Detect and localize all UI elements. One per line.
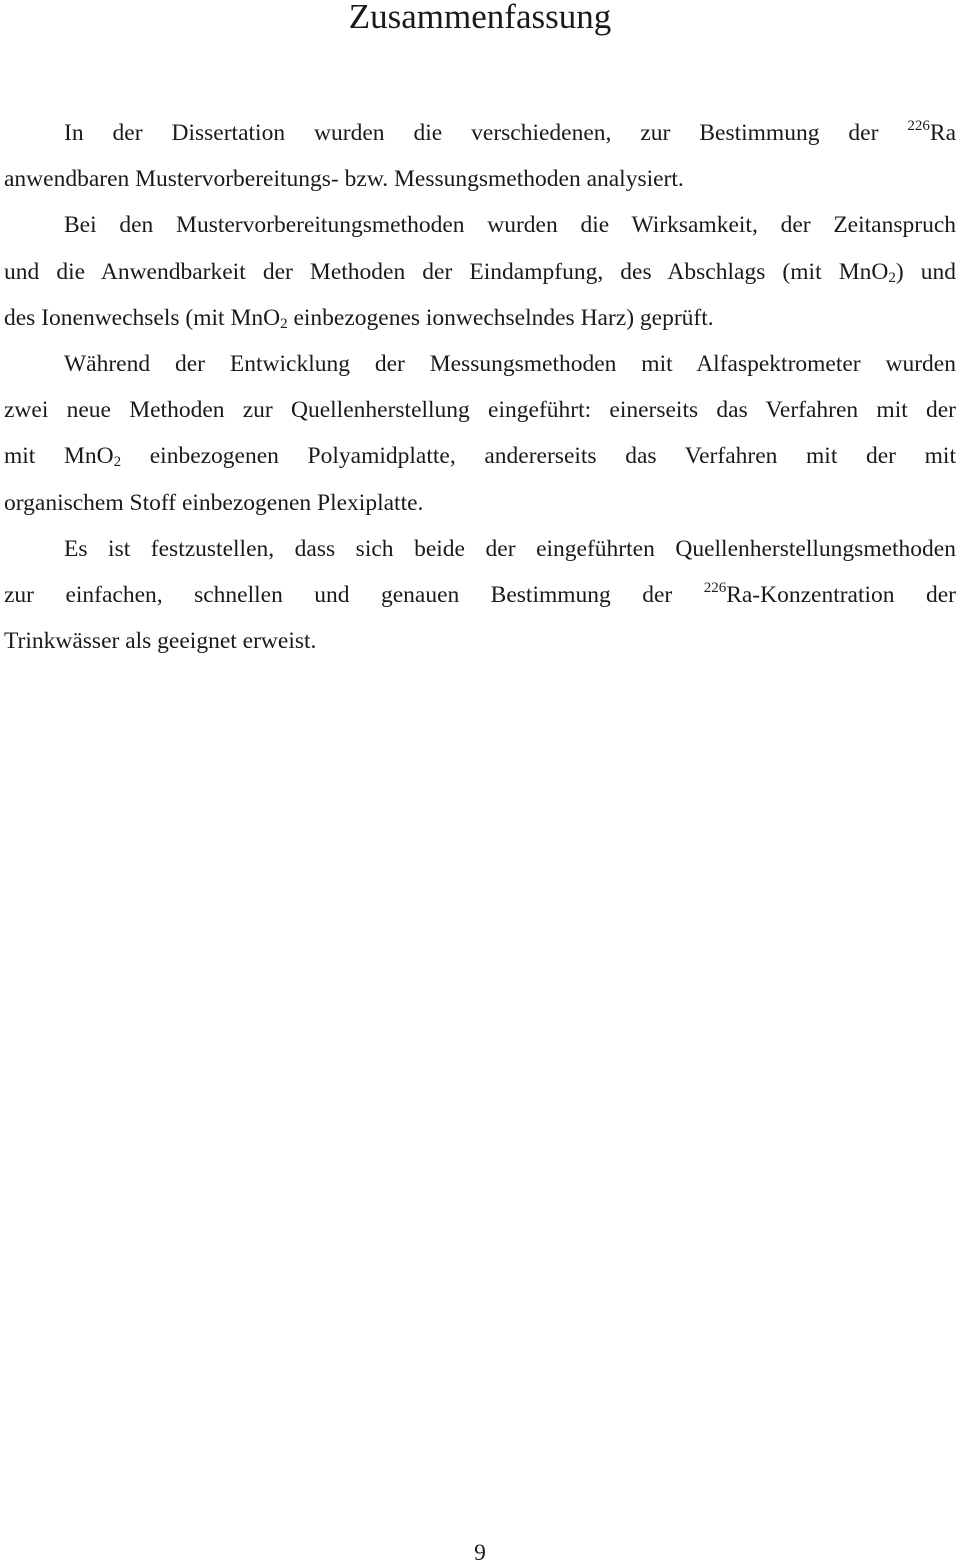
text-segment: des Ionenwechsels (mit MnO [4, 304, 281, 331]
page-title: Zusammenfassung [348, 0, 612, 36]
page-number: 9 [474, 1540, 486, 1566]
paragraph-intro-line-2: anwendbaren Mustervorbereitungs- bzw. Messungsmethoden analysiert. [4, 166, 684, 193]
paragraph-measure-line-3 [4, 433, 956, 479]
paragraph-sample-preparation [4, 202, 956, 341]
text-segment: In der Dissertation wurden die verschiedenen, zur Bestimmung der [64, 120, 908, 146]
text-segment: einbezogenen Polyamidplatte, andererseits das Verfahren mit der mit [121, 443, 956, 470]
subscript: 2 [280, 315, 288, 332]
text-segment: zur einfachen, schnellen und genauen Bestimmung der [4, 582, 704, 609]
paragraph-conclusion-line-1: Es ist festzustellen, dass sich beide der eingeführten Quellenherstellungsmethoden [64, 535, 956, 562]
paragraph-prep-line-2 [4, 249, 956, 295]
paragraph-prep-line-3 [4, 295, 956, 341]
text-segment: ) und [895, 258, 956, 285]
element-symbol: Ra [929, 120, 956, 146]
text-segment: einbezogenes ionwechselndes Harz) geprüft. [287, 304, 714, 331]
summary-body [4, 110, 956, 664]
subscript: 2 [888, 269, 896, 286]
isotope-mass-number: 226 [907, 118, 930, 134]
paragraph-prep-line-1: Bei den Mustervorbereitungsmethoden wurden die Wirksamkeit, der Zeitanspruch [64, 212, 956, 239]
paragraph-conclusion-line-3: Trinkwässer als geeignet erweist. [4, 628, 317, 655]
paragraph-conclusion-line-2 [4, 572, 956, 618]
paragraph-measurement-methods [4, 341, 956, 526]
paragraph-measure-line-4: organischem Stoff einbezogenen Plexiplatte. [4, 489, 424, 516]
paragraph-intro [4, 110, 956, 202]
paragraph-measure-line-2: zwei neue Methoden zur Quellenherstellung eingeführt: einerseits das Verfahren mit der [4, 397, 956, 424]
subscript: 2 [113, 454, 122, 471]
paragraph-intro-line-1 [4, 110, 956, 156]
paragraph-conclusion [4, 526, 956, 665]
isotope-mass-number: 226 [703, 580, 727, 597]
text-segment: mit MnO [4, 443, 114, 470]
text-segment: und die Anwendbarkeit der Methoden der Eindampfung, des Abschlags (mit MnO [4, 258, 889, 285]
text-segment: Ra-Konzentration der [726, 582, 956, 609]
paragraph-measure-line-1: Während der Entwicklung der Messungsmethoden mit Alfaspektrometer wurden [64, 351, 956, 378]
